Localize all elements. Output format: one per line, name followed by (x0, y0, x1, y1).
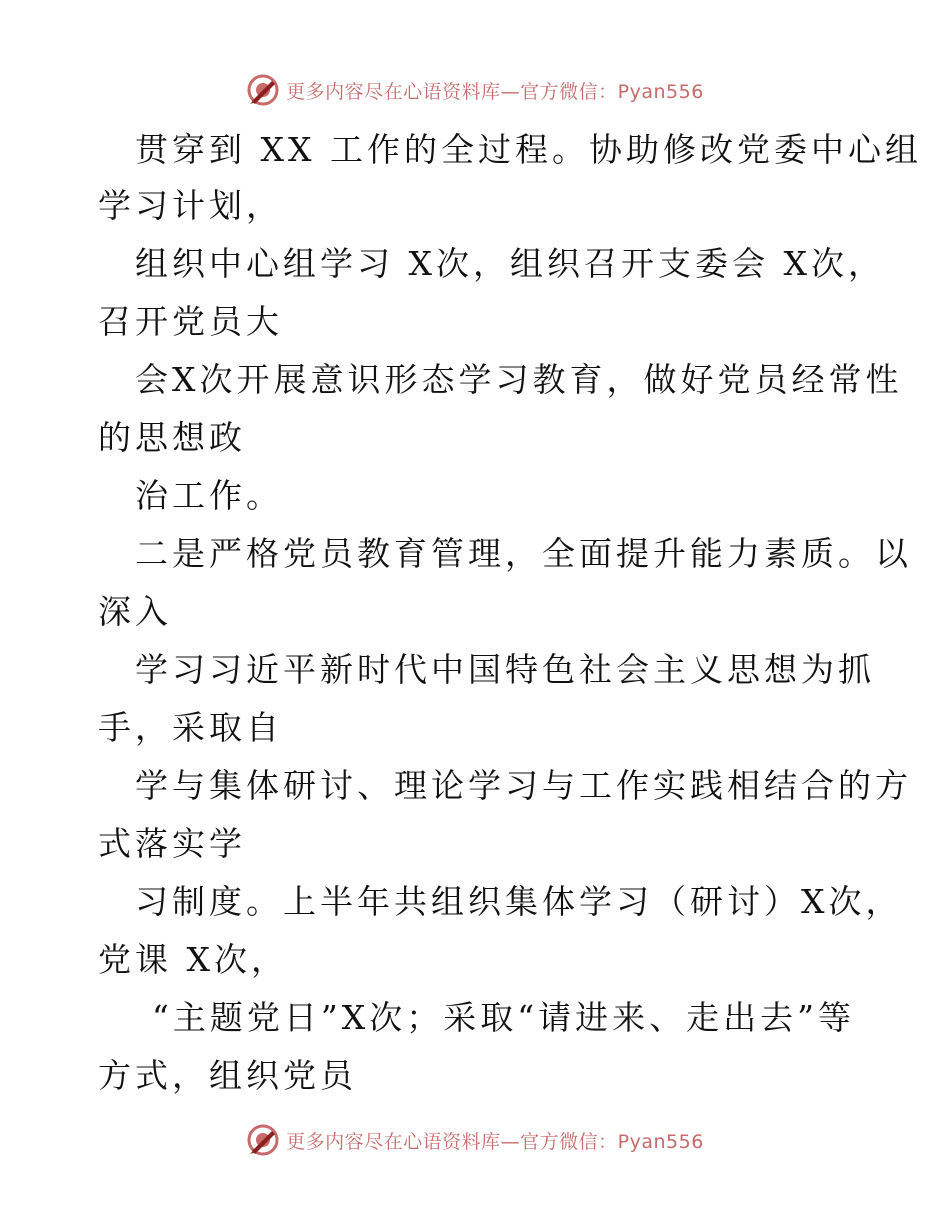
pen-seal-logo-icon (246, 73, 280, 107)
body-line: 组织中心组学习 X次，组织召开支委会 X次， (135, 244, 885, 283)
body-line: 方式，组织党员 (98, 1056, 357, 1095)
body-line: 学习习近平新时代中国特色社会主义思想为抓 (135, 650, 875, 689)
body-line: 式落实学 (98, 824, 246, 863)
footer-banner-text: 更多内容尽在心语资料库—官方微信：Pyan556 (286, 1130, 704, 1153)
body-line: 学与集体研讨、理论学习与工作实践相结合的方 (135, 766, 912, 805)
body-line: 二是严格党员教育管理，全面提升能力素质。以 (135, 534, 912, 573)
body-line: 学习计划， (98, 186, 283, 225)
body-line: 深入 (98, 592, 172, 631)
footer-watermark-banner (0, 1120, 950, 1160)
header-banner-text: 更多内容尽在心语资料库—官方微信：Pyan556 (286, 80, 704, 103)
body-line: “主题党日”X次；采取“请进来、走出去”等 (152, 998, 855, 1037)
body-line: 会X次开展意识形态学习教育，做好党员经常性 (135, 360, 903, 399)
body-line: 贯穿到 XX 工作的全过程。协助修改党委中心组 (135, 130, 922, 169)
body-line: 的思想政 (98, 418, 246, 457)
body-line: 治工作。 (135, 476, 283, 515)
body-line: 习制度。上半年共组织集体学习（研讨）X次， (135, 882, 903, 921)
body-line: 召开党员大 (98, 302, 283, 341)
header-watermark-banner (0, 70, 950, 110)
body-line: 手，采取自 (98, 708, 283, 747)
body-line: 党课 X次， (98, 940, 288, 979)
pen-seal-logo-icon (246, 1123, 280, 1157)
